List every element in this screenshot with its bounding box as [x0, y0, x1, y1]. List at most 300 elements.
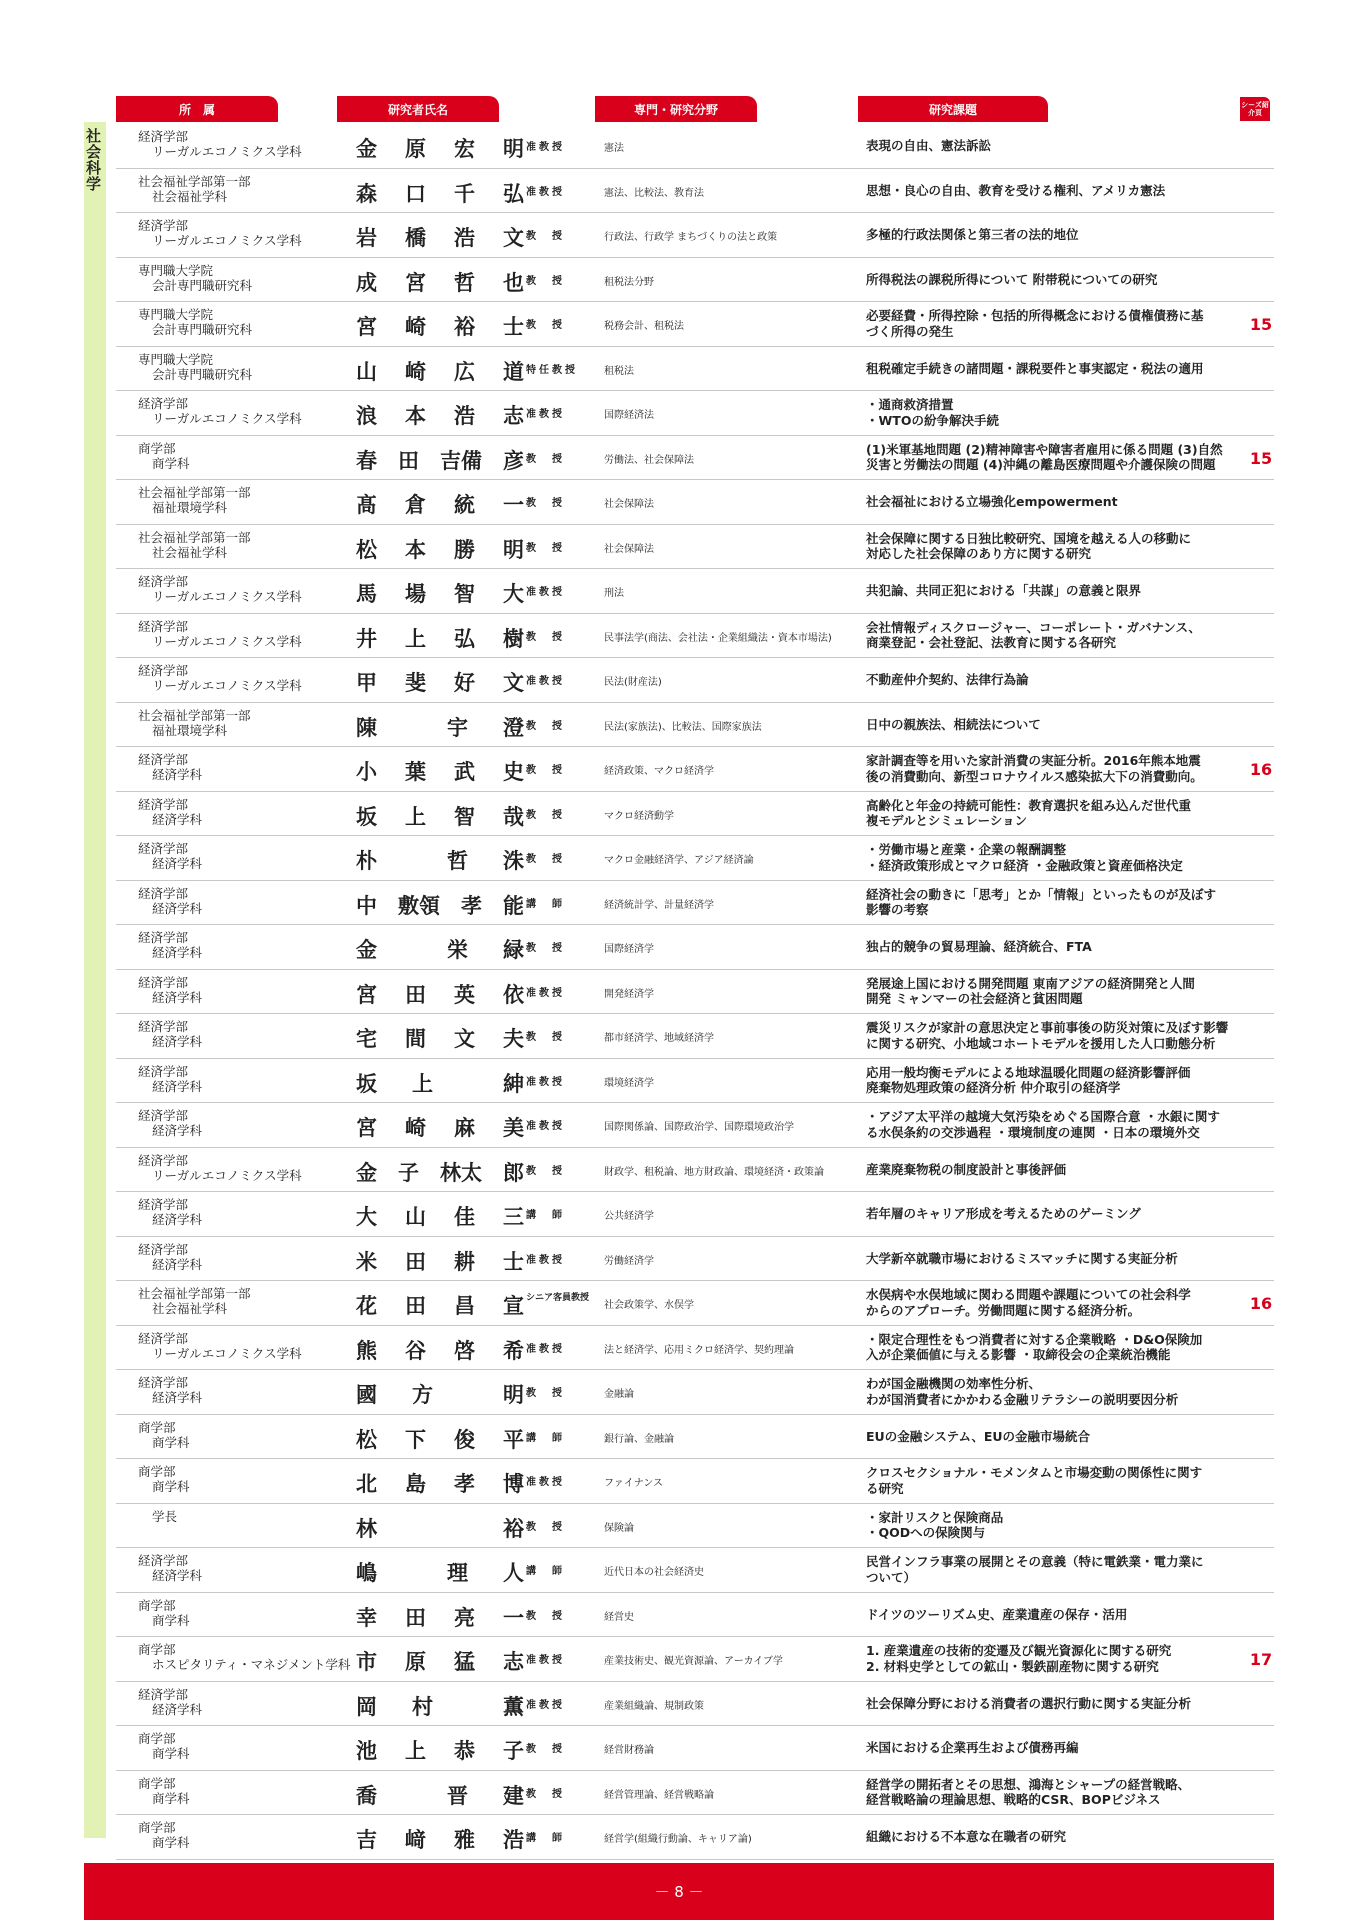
topic-line: ・WTOの紛争解決手続 [866, 412, 999, 428]
research-topic [866, 1332, 1256, 1363]
topic-line: わが国金融機関の効率性分析、 [866, 1376, 1042, 1391]
academic-title: 教 授 [526, 320, 565, 331]
topic-line: 大学新卒就職市場におけるミスマッチに関する実証分析 [866, 1250, 1178, 1266]
topic-line: る研究 [866, 1480, 904, 1496]
name-part: 千 [454, 181, 475, 206]
name-part: 崎 [405, 1116, 426, 1140]
academic-title: 教 授 [526, 542, 565, 554]
name-part: 中 [356, 893, 377, 918]
affiliation-faculty: 社会福祉学部第一部 [138, 529, 251, 545]
name-part: 花 [356, 1294, 377, 1318]
affiliation-faculty: 経済学部 [138, 663, 189, 678]
topic-line: 1. 産業遺産の技術的変遷及び観光資源化に関する研究 [866, 1643, 1172, 1658]
name-part: 明 [503, 1383, 524, 1407]
name-part: 敷領 [398, 893, 440, 918]
header-affiliation: 所 属 [116, 96, 278, 122]
research-field: 民事法学(商法、会社法・企業組織法・資本市場法) [604, 632, 832, 644]
topic-line: 社会保障分野における消費者の選択行動に関する実証分析 [866, 1695, 1192, 1711]
research-field: 都市経済学、地域経済学 [604, 1033, 714, 1044]
affiliation-faculty: 商学部 [138, 1775, 176, 1791]
topic-line: 開発 ミャンマーの社会経済と貧困問題 [866, 991, 1083, 1006]
researcher-name [356, 356, 524, 386]
name-part: 勝 [454, 537, 475, 562]
name-part: 斐 [405, 671, 426, 695]
research-topic [866, 1287, 1256, 1318]
name-part: 金 [356, 137, 377, 161]
affiliation-faculty: 経済学部 [138, 218, 189, 233]
name-part: 崎 [405, 315, 426, 339]
topic-line: 応用一般均衡モデルによる地球温暖化問題の経済影響評価 [866, 1064, 1191, 1080]
researcher-name [356, 1424, 524, 1454]
affiliation-department: 経済学科 [152, 945, 203, 960]
academic-title: 教 授 [526, 453, 565, 465]
name-part: 嶋 [356, 1561, 377, 1585]
table-row [116, 1014, 1274, 1059]
name-part: 彦 [503, 448, 524, 473]
topic-line: 家計調査等を用いた家計消費の実証分析。2016年熊本地震 [866, 753, 1201, 768]
affiliation-department: 商学科 [152, 1746, 190, 1761]
researcher-name [356, 1335, 524, 1365]
affiliation [138, 174, 336, 204]
name-part: 三 [503, 1205, 524, 1229]
research-field: 経営財務論 [604, 1745, 654, 1756]
topic-line: ・アジア太平洋の越境大気汚染をめぐる国際合意 ・水銀に関す [866, 1109, 1220, 1124]
affiliation-department: 経済学科 [152, 1212, 203, 1227]
name-part: 島 [405, 1472, 426, 1496]
seeds-page-link[interactable]: 15 [1249, 448, 1273, 468]
name-part: 浩 [503, 1828, 524, 1852]
affiliation [138, 930, 336, 960]
table-row [116, 1192, 1274, 1237]
table-row [116, 1548, 1274, 1593]
table-row [116, 258, 1274, 303]
research-topic [866, 1020, 1256, 1051]
affiliation-faculty: 専門職大学院 [138, 262, 214, 278]
table-row [116, 1815, 1274, 1860]
researcher-name [356, 1068, 524, 1098]
name-part: 林 [356, 1516, 377, 1541]
academic-title: 講 師 [526, 1210, 565, 1221]
name-part: 道 [503, 359, 524, 384]
name-part: 夫 [503, 1027, 524, 1051]
seeds-page-link[interactable]: 16 [1249, 1294, 1273, 1313]
academic-title: 准教授 [526, 1254, 565, 1266]
name-part: 髙 [356, 493, 377, 517]
research-topic [866, 1465, 1256, 1496]
academic-title: 准教授 [526, 1477, 565, 1488]
name-part: 文 [454, 1027, 475, 1051]
research-topic [866, 531, 1256, 562]
affiliation-department: リーガルエコノミクス学科 [152, 589, 302, 604]
affiliation-faculty: 商学部 [138, 440, 176, 456]
name-part: 田 [398, 448, 419, 473]
name-part: 緑 [503, 938, 524, 962]
research-field: 公共経済学 [604, 1211, 654, 1222]
topic-line: 民営インフラ事業の展開とその意義（特に電鉄業・電力業に [866, 1554, 1204, 1569]
affiliation-department: 商学科 [152, 1479, 190, 1494]
affiliation [138, 574, 336, 604]
topic-line: 必要経費・所得控除・包括的所得概念における債権債務に基 [866, 308, 1204, 323]
affiliation [138, 1820, 336, 1850]
topic-line: ・限定合理性をもつ消費者に対する企業戦略 ・D&O保険加 [866, 1331, 1203, 1347]
affiliation-department: 学長 [152, 1508, 178, 1524]
researcher-name [356, 1201, 524, 1231]
topic-line: に関する研究、小地域コホートモデルを援用した人口動態分析 [866, 1035, 1216, 1051]
affiliation-faculty: 経済学部 [138, 1375, 189, 1390]
affiliation-department: 経済学科 [152, 1034, 203, 1049]
affiliation [138, 1019, 336, 1049]
name-part: 米 [356, 1249, 377, 1274]
name-part: 猛 [454, 1650, 475, 1674]
name-part: 志 [503, 1650, 524, 1674]
name-part: 井 [356, 626, 377, 651]
affiliation-faculty: 商学部 [138, 1731, 176, 1746]
researcher-name [356, 133, 524, 163]
researcher-name [356, 311, 524, 341]
name-part: 哲 [454, 270, 475, 295]
research-topic [866, 442, 1256, 473]
topic-line: ・家計リスクと保険商品 [866, 1509, 1004, 1525]
research-topic [866, 1376, 1256, 1407]
researcher-name [356, 712, 524, 742]
academic-title: 准教授 [526, 987, 565, 999]
table-row [116, 614, 1274, 659]
affiliation [138, 1776, 336, 1806]
seeds-page-link[interactable]: 17 [1249, 1650, 1273, 1669]
name-part: 陳 [356, 715, 377, 740]
table-row [116, 1682, 1274, 1727]
affiliation-department: 商学科 [152, 1790, 190, 1806]
affiliation-faculty: 経済学部 [138, 1063, 189, 1079]
name-part: 浩 [454, 404, 475, 428]
affiliation [138, 975, 336, 1005]
name-part: 村 [412, 1694, 433, 1719]
affiliation-department: 商学科 [152, 1835, 190, 1850]
name-part: 宮 [356, 315, 377, 339]
name-part: 春 [356, 448, 377, 473]
name-part: 市 [356, 1650, 377, 1674]
topic-line: 日中の親族法、相続法について [866, 716, 1041, 732]
affiliation [138, 1509, 336, 1524]
affiliation-department: 経済学科 [152, 1568, 203, 1583]
affiliation-department: 経済学科 [152, 1123, 203, 1138]
topic-line: 思想・良心の自由、教育を受ける権利、アメリカ憲法 [866, 182, 1166, 198]
topic-line: ・通商救済措置 [866, 397, 954, 412]
research-topic [866, 138, 1256, 154]
topic-line: 高齢化と年金の持続可能性：教育選択を組み込んだ世代重 [866, 797, 1192, 813]
affiliation-faculty: 経済学部 [138, 974, 189, 990]
category-label: 社会科学 [84, 128, 102, 192]
affiliation-faculty: 経済学部 [138, 1152, 189, 1168]
research-topic [866, 1607, 1256, 1623]
affiliation-department: 経済学科 [152, 1390, 203, 1405]
academic-title: 准教授 [526, 1699, 565, 1711]
name-part: 智 [454, 804, 475, 829]
affiliation-faculty: 経済学部 [138, 1241, 189, 1257]
topic-line: 廃棄物処理政策の経済分析 仲介取引の経済学 [866, 1080, 1121, 1095]
name-part: 浪 [356, 404, 377, 428]
affiliation [138, 1420, 336, 1450]
affiliation-department: 会計専門職研究科 [152, 366, 253, 382]
research-field: 社会保障法 [604, 543, 654, 555]
affiliation [138, 1242, 336, 1272]
topic-line: ドイツのツーリズム史、産業遺産の保存・活用 [866, 1606, 1128, 1622]
academic-title: 講 師 [526, 1833, 565, 1844]
name-part: 岩 [356, 226, 377, 250]
name-part: 田 [405, 1294, 426, 1318]
affiliation [138, 218, 336, 248]
research-field: 民法(財産法) [604, 677, 662, 688]
table-row [116, 169, 1274, 214]
researcher-name [356, 1023, 524, 1053]
affiliation-department: リーガルエコノミクス学科 [152, 233, 302, 248]
research-topic [866, 583, 1256, 599]
name-part: 也 [503, 270, 524, 295]
name-part: 依 [503, 982, 524, 1007]
affiliation-department: 商学科 [152, 1434, 190, 1450]
affiliation-department: 経済学科 [152, 900, 203, 916]
research-topic [866, 1429, 1256, 1445]
topic-line: 発展途上国における開発問題 東南アジアの経済開発と人間 [866, 975, 1195, 991]
name-part: 宅 [356, 1027, 377, 1051]
affiliation-faculty: 商学部 [138, 1642, 176, 1657]
academic-title: 教 授 [526, 231, 565, 242]
topic-line: 若年層のキャリア形成を考えるためのゲーミング [866, 1206, 1141, 1221]
topic-line: 災害と労働法の問題 (4)沖縄の離島医療問題や介護保険の問題 [866, 457, 1216, 472]
affiliation-department: リーガルエコノミクス学科 [152, 678, 302, 693]
researcher-name [356, 445, 524, 475]
affiliation-department: 経済学科 [152, 767, 203, 782]
research-field: 金融論 [604, 1389, 634, 1400]
affiliation-faculty: 商学部 [138, 1597, 176, 1613]
affiliation [138, 752, 336, 782]
research-field: 環境経済学 [604, 1077, 654, 1089]
research-field: 刑法 [604, 588, 624, 599]
topic-line: 多極的行政法関係と第三者の法的地位 [866, 227, 1079, 242]
research-field: 租税法分野 [604, 276, 654, 288]
research-topic [866, 1696, 1256, 1712]
research-topic [866, 308, 1256, 339]
table-row [116, 1459, 1274, 1504]
header-researcher: 研究者氏名 [337, 96, 499, 122]
research-field: 国際経済学 [604, 944, 654, 955]
affiliation-faculty: 専門職大学院 [138, 307, 214, 322]
name-part: 子 [503, 1739, 524, 1763]
header-topic: 研究課題 [858, 96, 1048, 122]
research-field: 社会政策学、水俣学 [604, 1300, 694, 1311]
topic-line: 会社情報ディスクロージャー、コーポレート・ガバナンス、 [866, 619, 1201, 635]
researcher-name [356, 267, 524, 297]
research-topic [866, 397, 1256, 428]
affiliation [138, 263, 336, 293]
topic-line: 2. 材料史学としての鉱山・製鉄副産物に関する研究 [866, 1658, 1159, 1674]
name-part: 林太 [440, 1160, 482, 1185]
name-part: 雅 [454, 1828, 475, 1852]
name-part: 下 [405, 1427, 426, 1452]
researcher-name [356, 1379, 524, 1409]
academic-title: 准教授 [526, 409, 565, 420]
academic-title: 教 授 [526, 720, 565, 732]
researcher-name [356, 1735, 524, 1765]
name-part: 子 [398, 1160, 419, 1185]
table-row [116, 881, 1274, 926]
research-field: 法と経済学、応用ミクロ経済学、契約理論 [604, 1344, 794, 1356]
name-part: 原 [405, 1650, 426, 1674]
name-part: 森 [356, 181, 377, 206]
name-part: 本 [405, 404, 426, 428]
name-part: 幸 [356, 1605, 377, 1630]
name-part: 美 [503, 1116, 524, 1140]
name-part: 孝 [461, 893, 482, 918]
name-part: 上 [405, 804, 426, 829]
researcher-name [356, 178, 524, 208]
affiliation-faculty: 経済学部 [138, 752, 189, 767]
name-part: 岡 [356, 1694, 377, 1719]
name-part: 間 [405, 1027, 426, 1051]
affiliation [138, 1064, 336, 1094]
affiliation [138, 841, 336, 871]
name-part: 吉備 [440, 448, 482, 473]
affiliation-department: リーガルエコノミクス学科 [152, 633, 302, 649]
name-part: 上 [405, 626, 426, 651]
academic-title: 教 授 [526, 943, 565, 954]
affiliation-department: ホスピタリティ・マネジメント学科 [152, 1657, 351, 1672]
name-part: 麻 [454, 1116, 475, 1140]
name-part: 栄 [447, 938, 468, 962]
research-field: 租税法 [604, 365, 634, 377]
academic-title: 教 授 [526, 765, 565, 776]
affiliation-faculty: 経済学部 [138, 1108, 189, 1123]
affiliation-faculty: 経済学部 [138, 618, 189, 634]
affiliation-department: 会計専門職研究科 [152, 277, 253, 293]
name-part: 郎 [503, 1160, 524, 1185]
academic-title: 講 師 [526, 1432, 565, 1444]
affiliation-faculty: 商学部 [138, 1419, 176, 1435]
academic-title: 准教授 [526, 1343, 565, 1355]
researcher-name [356, 801, 524, 831]
name-part: 小 [356, 760, 377, 784]
academic-title: 准教授 [526, 186, 565, 198]
academic-title: 講 師 [526, 1566, 565, 1577]
name-part: 理 [447, 1561, 468, 1585]
researcher-name [356, 1824, 524, 1854]
page-number: － 8 － [84, 1863, 1274, 1920]
academic-title: 准教授 [526, 587, 565, 598]
affiliation-faculty: 経済学部 [138, 1686, 189, 1702]
topic-line: 社会福祉における立場強化empowerment [866, 494, 1118, 509]
topic-line: 共犯論、共同正犯における「共謀」の意義と限界 [866, 583, 1142, 598]
name-part: 金 [356, 1160, 377, 1185]
name-part: 山 [356, 359, 377, 384]
table-row [116, 658, 1274, 703]
name-part: 士 [503, 1249, 524, 1274]
academic-title: 教 授 [526, 1165, 565, 1177]
name-part: 士 [503, 315, 524, 339]
table-row [116, 124, 1274, 169]
research-topic [866, 717, 1256, 733]
name-part: 倉 [405, 493, 426, 517]
name-part: 大 [356, 1205, 377, 1229]
affiliation-faculty: 社会福祉学部第一部 [138, 707, 251, 723]
research-field: 近代日本の社会経済史 [604, 1567, 704, 1578]
name-part: 平 [503, 1427, 524, 1452]
affiliation-faculty: 経済学部 [138, 574, 189, 589]
topic-line: 不動産仲介契約、法律行為論 [866, 672, 1029, 687]
topic-line: づく所得の発生 [866, 323, 954, 339]
affiliation-department: 社会福祉学科 [152, 1301, 228, 1316]
table-row [116, 525, 1274, 570]
table-row [116, 1726, 1274, 1771]
name-part: 能 [503, 893, 524, 918]
name-part: 熊 [356, 1338, 377, 1363]
academic-title: 教 授 [526, 809, 565, 821]
table-row [116, 480, 1274, 525]
topic-line: ・労働市場と産業・企業の報酬調整 [866, 842, 1067, 857]
topic-line: 産業廃棄物税の制度設計と事後評価 [866, 1161, 1067, 1177]
seeds-page-link[interactable]: 15 [1249, 315, 1273, 334]
name-part: 宣 [503, 1294, 524, 1318]
affiliation-department: 福祉環境学科 [152, 722, 228, 738]
name-part: 一 [503, 493, 524, 517]
table-row [116, 925, 1274, 970]
affiliation-faculty: 経済学部 [138, 885, 189, 901]
affiliation-department: リーガルエコノミクス学科 [152, 1345, 302, 1361]
topic-line: 社会保障に関する日独比較研究、国境を越える人の移動に [866, 530, 1192, 546]
affiliation [138, 307, 336, 337]
researcher-name [356, 1468, 524, 1498]
academic-title: 准教授 [526, 1655, 565, 1666]
name-part: 山 [405, 1205, 426, 1229]
table-row [116, 747, 1274, 792]
affiliation [138, 1731, 336, 1761]
academic-title: 教 授 [526, 1744, 565, 1755]
affiliation-department: リーガルエコノミクス学科 [152, 411, 302, 426]
name-part: 場 [405, 582, 426, 606]
topic-line: 震災リスクが家計の意思決定と事前事後の防災対策に及ぼす影響 [866, 1020, 1229, 1035]
research-topic [866, 620, 1256, 651]
table-row [116, 703, 1274, 748]
topic-line: る水俣条約の交渉過程 ・環境制度の連関 ・日本の環境外交 [866, 1124, 1200, 1140]
affiliation [138, 886, 336, 916]
affiliation [138, 1331, 336, 1361]
research-field: 経営学(組織行動論、キャリア論) [604, 1834, 752, 1845]
name-part: 本 [405, 537, 426, 562]
research-field: 国際経済法 [604, 410, 654, 421]
affiliation-faculty: 経済学部 [138, 1330, 189, 1346]
name-part: 博 [503, 1472, 524, 1496]
research-topic [866, 1109, 1256, 1140]
name-part: 吉 [356, 1828, 377, 1852]
affiliation-department: 社会福祉学科 [152, 188, 228, 204]
research-topic [866, 1740, 1256, 1756]
name-part: 田 [405, 1605, 426, 1630]
topic-line: ・経済政策形成とマクロ経済 ・金融政策と資産価格決定 [866, 857, 1183, 873]
researcher-name [356, 222, 524, 252]
research-field: ファイナンス [604, 1478, 663, 1489]
affiliation-department: 経済学科 [152, 1078, 203, 1094]
researcher-name [356, 489, 524, 519]
table-row [116, 302, 1274, 347]
researcher-name [356, 1646, 524, 1676]
name-part: 田 [405, 982, 426, 1007]
name-part: 建 [503, 1783, 524, 1808]
name-part: 宏 [454, 137, 475, 161]
seeds-page-link[interactable]: 16 [1249, 760, 1273, 779]
research-field: 民法(家族法)、比較法、国際家族法 [604, 721, 762, 733]
research-topic [866, 272, 1256, 288]
topic-line: ついて） [866, 1569, 917, 1585]
researcher-name [356, 400, 524, 430]
